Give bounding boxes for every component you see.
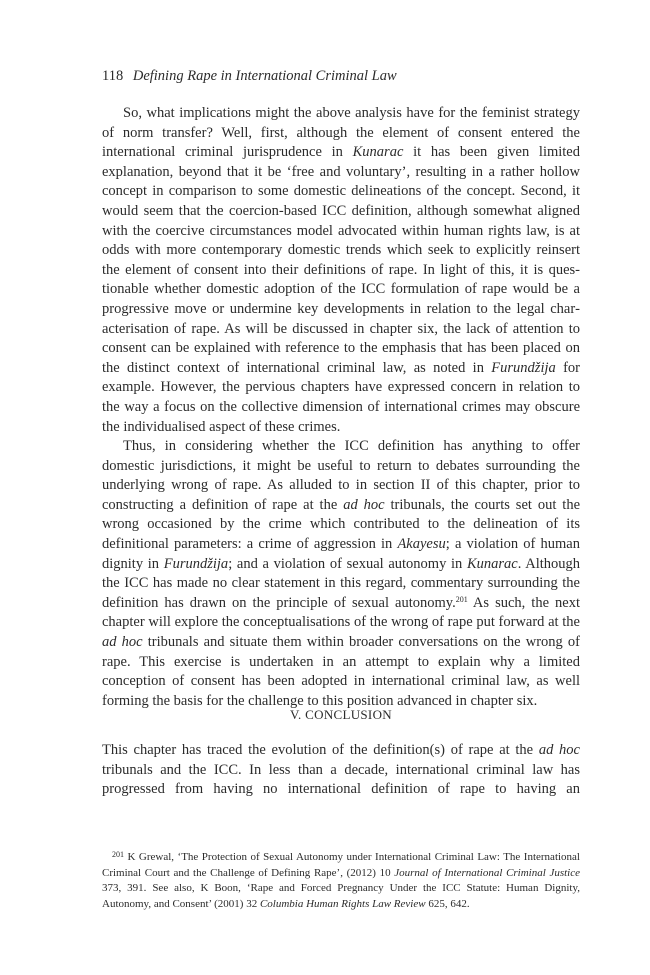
case-name-furundzija: Furundžija bbox=[491, 359, 556, 376]
book-title: Defining Rape in International Criminal Law bbox=[132, 68, 397, 84]
paragraph-2: Thus, in considering whether the ICC definition has anything to offer domestic jurisdictions, it might be useful to return to debates surrounding the underlying wrong of rape. As alluded to in section II of this chapter, prior to constructing a definition of rape at the ad hoc tribunals, the courts set out the wrong occasioned by the crime which contributed to the delineation of its definitional parameters: a crime of aggression in Akayesu; a violation of human dignity in Furundžija; and a violation of sexual autonomy in Kunarac. Although the ICC has made no clear statement in this regard, commentary surrounding the definition has drawn on the principle of sexual autonomy.$^{201}$ As such, the next chapter will explore the conceptualisations of the wrong of rape put forward at the ad hoc tribunals and situate them within broader conversations on the wrong of rape. This exercise is undertaken in an attempt to explain why a limited conception of consent has been adopted in international criminal law, as well forming the basis for the challenge to this position advanced in chapter six. bbox=[102, 438, 581, 709]
case-name-kunarac: Kunarac bbox=[352, 144, 404, 161]
running-head bbox=[102, 66, 582, 86]
footnote-201: $^{201}$ K Grewal, ‘The Protection of Sexual Autonomy under International Criminal Law: The International Criminal Court and the Challenge of Defining Rape’, (2012) 10 Journal of International Criminal Justice 373, 391. See also, K Boon, ‘Rape and Forced Pregnancy Under the ICC Statute: Human Dignity, Autonomy, and Consent’ (2001) 32 Columbia Human Rights Law Review 625, 642. bbox=[102, 850, 580, 910]
conclusion-paragraph: This chapter has traced the evolution of the definition(s) of rape at the ad hoc tribunals and the ICC. In less than a decade, international criminal law has progressed from having no international definition of rape to having an bbox=[102, 742, 580, 798]
footnote bbox=[102, 850, 580, 912]
section-heading: V. CONCLUSION bbox=[290, 707, 392, 722]
conclusion-text bbox=[102, 741, 580, 819]
body-text bbox=[102, 104, 580, 711]
case-name-akayesu: Akayesu bbox=[397, 536, 446, 553]
footnote-number: 201 bbox=[112, 850, 124, 859]
page-number: 118 bbox=[102, 68, 124, 84]
footnote-reference[interactable]: 201 bbox=[455, 594, 468, 604]
paragraph-1: So, what implications might the above analysis have for the feminist strategy of norm transfer? Well, first, although the element of consent entered the international criminal jurisprudence in Kunarac it has been given limited explanation, beyond that it be ‘free and voluntary’, resulting in a rather hollow concept in comparison to some domestic delineations of the concept. Second, it would seem that the coercion-based ICC definition, although somewhat aligned with the coercive circumstances model advocated within human rights law, is at odds with more contemporary domestic trends which seek to explicitly reinsert the element of consent into their definitions of rape. In light of this, it is questionable whether domestic adoption of the ICC formulation of rape would be a progressive move or undermine key developments in relation to the legal characterisation of rape. As will be discussed in chapter six, the lack of attention to consent can be explained with reference to the emphasis that has been placed on the distinct context of international criminal law, as noted in Furundžija for example. However, the pervious chapters have expressed concern in relation to the way a focus on the collective dimension of international crimes may obscure the individualised aspect of these crimes. bbox=[102, 105, 580, 435]
